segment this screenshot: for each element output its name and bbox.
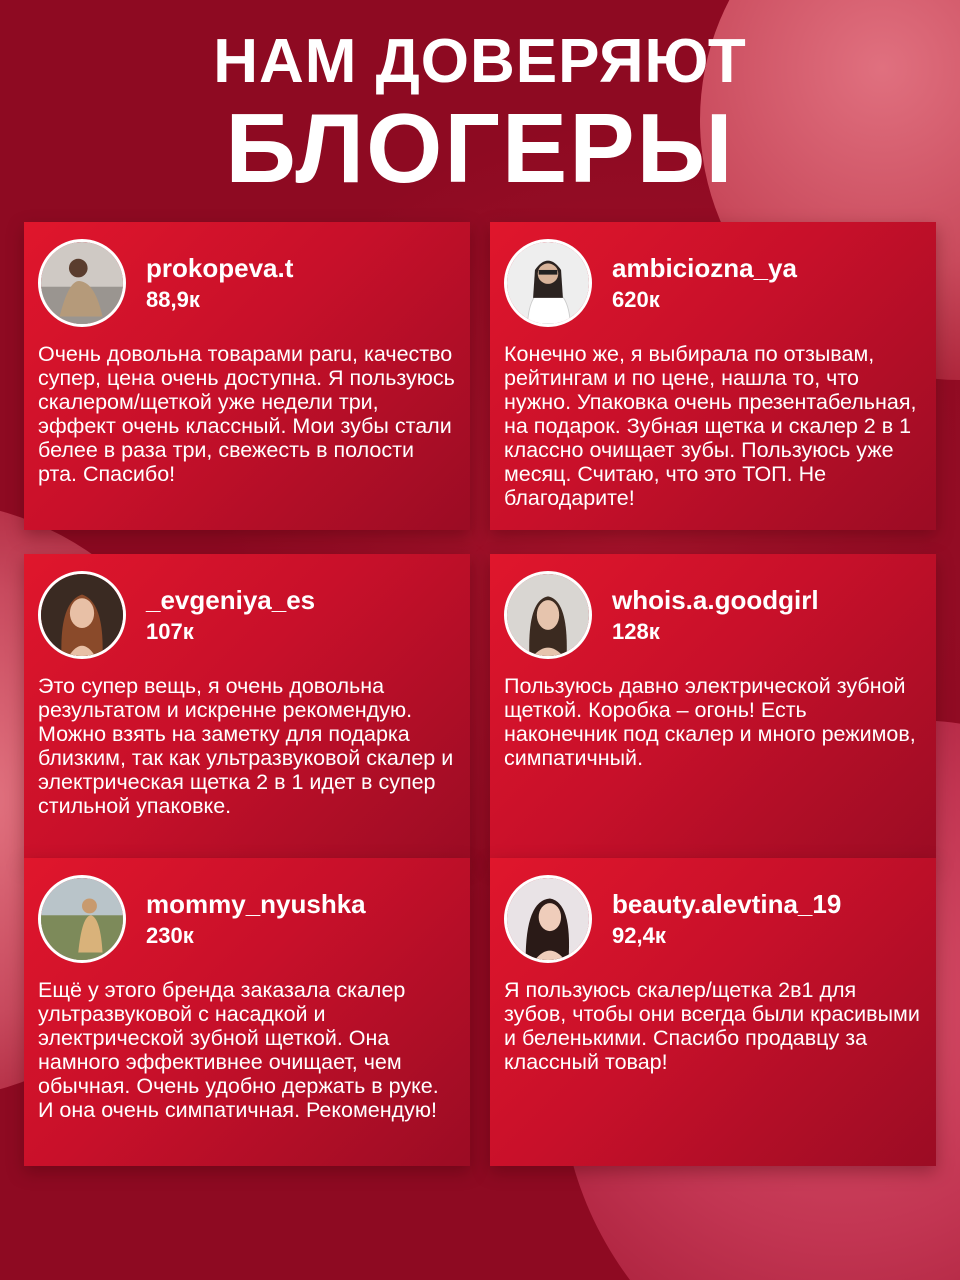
avatar bbox=[38, 239, 126, 327]
review-header bbox=[38, 570, 456, 660]
blogger-handle: beauty.alevtina_19 bbox=[612, 889, 842, 919]
follower-count: 620к bbox=[612, 287, 660, 312]
review-header bbox=[38, 238, 456, 328]
follower-count: 107к bbox=[146, 619, 194, 644]
heading-line-1: НАМ ДОВЕРЯЮТ bbox=[213, 27, 747, 96]
blogger-handle: whois.a.goodgirl bbox=[612, 585, 819, 615]
avatar bbox=[38, 875, 126, 963]
review-card bbox=[490, 858, 936, 1166]
heading-line-2: БЛОГЕРЫ bbox=[225, 93, 735, 203]
review-text: Я пользуюсь скалер/щетка 2в1 для зубов, чтобы они всегда были красивыми и беленькими. Спасибо продавцу за классный товар! bbox=[504, 978, 920, 1074]
avatar bbox=[504, 239, 592, 327]
blogger-handle: prokopeva.t bbox=[146, 253, 294, 283]
review-header bbox=[504, 570, 922, 660]
review-card bbox=[24, 222, 470, 530]
avatar bbox=[504, 875, 592, 963]
review-card bbox=[490, 222, 936, 530]
follower-count: 92,4к bbox=[612, 923, 666, 948]
follower-count: 88,9к bbox=[146, 287, 200, 312]
review-text: Очень довольна товарами paru, качество супер, цена очень доступна. Я пользуюсь скалером/щеткой уже недели три, эффект очень классный. Мои зубы стали белее в раза три, свежесть в полости рта. Спасибо! bbox=[38, 342, 455, 486]
review-text: Конечно же, я выбирала по отзывам, рейтингам и по цене, нашла то, что нужно. Упаковка очень презентабельная, на подарок. Зубная щетка и скалер 2 в 1 классно очищает зубы. Пользуюсь уже месяц. Считаю, что это ТОП. Не благодарите! bbox=[504, 342, 917, 510]
review-header bbox=[504, 238, 922, 328]
avatar bbox=[504, 571, 592, 659]
review-text: Ещё у этого бренда заказала скалер ультразвуковой с насадкой и электрической зубной щеткой. Она намного эффективнее очищает, чем обычная. Очень удобно держать в руке. И она очень симпатичная. Рекомендую! bbox=[38, 978, 439, 1122]
review-text: Пользуюсь давно электрической зубной щеткой. Коробка – огонь! Есть наконечник под скалер и много режимов, симпатичный. bbox=[504, 674, 916, 770]
review-text: Это супер вещь, я очень довольна результатом и искренне рекомендую. Можно взять на заметку для подарка близким, так как ультразвуковой скалер и электрическая щетка 2 в 1 идет в супер стильной упаковке. bbox=[38, 674, 454, 818]
review-card bbox=[490, 554, 936, 862]
blogger-handle: mommy_nyushka bbox=[146, 889, 366, 919]
follower-count: 128к bbox=[612, 619, 660, 644]
review-card bbox=[24, 554, 470, 862]
review-header bbox=[504, 874, 922, 964]
blogger-handle: ambiciozna_ya bbox=[612, 253, 797, 283]
blogger-handle: _evgeniya_es bbox=[146, 585, 316, 615]
follower-count: 230к bbox=[146, 923, 194, 948]
review-card bbox=[24, 858, 470, 1166]
review-header bbox=[38, 874, 456, 964]
avatar bbox=[38, 571, 126, 659]
